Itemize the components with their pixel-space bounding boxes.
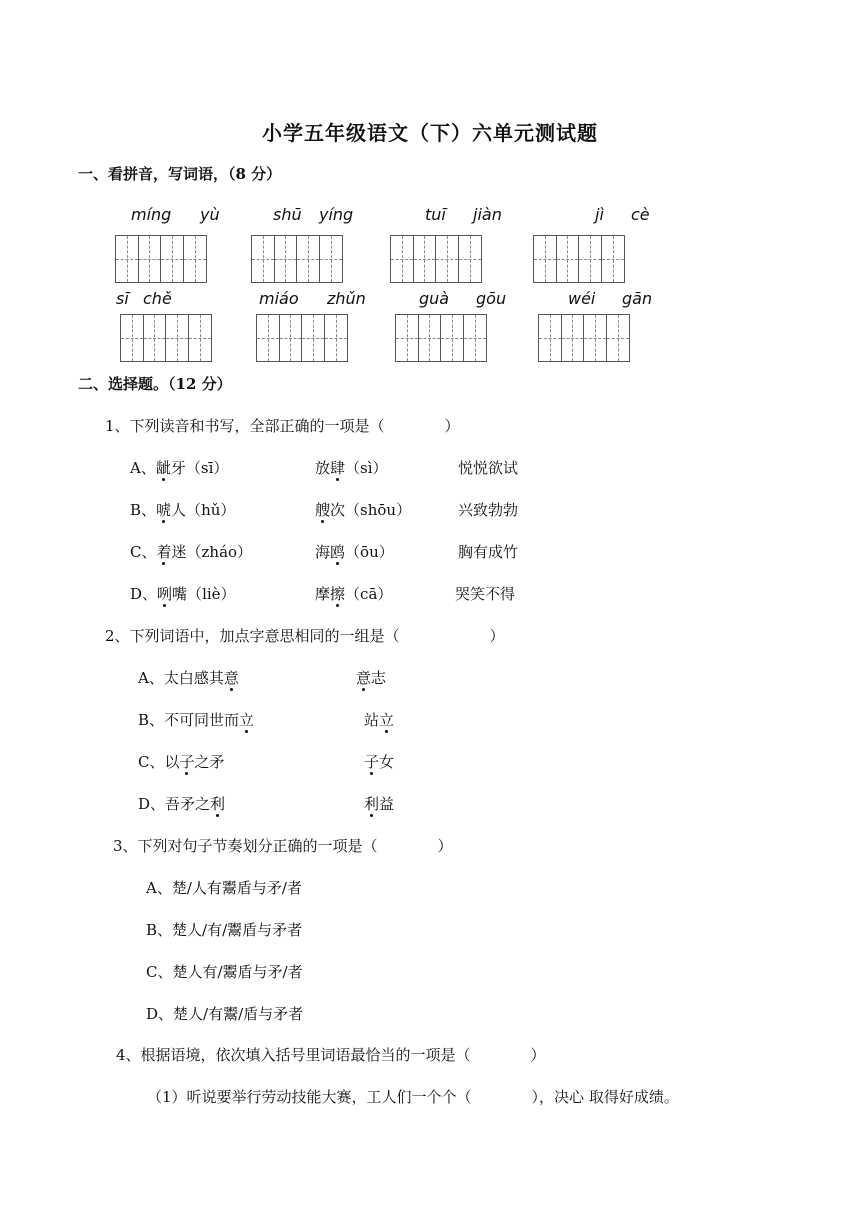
emphasis-dot-char: 唬 <box>156 501 172 519</box>
section1-heading: 一、看拼音，写词语，（8 分） <box>78 165 282 183</box>
pinyin: jiàn <box>473 205 502 224</box>
writing-grid[interactable] <box>538 314 630 362</box>
emphasis-dot-char: 擦 <box>330 585 346 603</box>
pinyin: guà <box>419 289 450 308</box>
pinyin: chě <box>143 289 172 308</box>
pinyin: zhǔn <box>327 289 366 308</box>
emphasis-dot-char: 艘 <box>315 501 331 519</box>
emphasis-dot-char: 鸥 <box>330 543 346 561</box>
q2-option-b-left: B、不可同世而立 <box>138 711 255 729</box>
page-title: 小学五年级语文（下）六单元测试题 <box>262 121 598 145</box>
emphasis-dot-char: 着 <box>156 543 172 561</box>
q2-option-c-right: 子女 <box>364 753 395 771</box>
emphasis-dot-char: 肆 <box>330 459 346 477</box>
q3-option-a: A、楚/人有鬻盾与矛/者 <box>146 879 302 897</box>
q1-option-b-word3: 兴致勃勃 <box>458 501 519 519</box>
option-bracket: （ <box>345 459 361 477</box>
emphasis-dot-char: 龇 <box>155 459 171 477</box>
emphasis-dot-char: 利 <box>210 795 226 813</box>
option-bracket: 迷（ <box>171 543 202 561</box>
q1-option-d-word3: 哭笑不得 <box>455 585 516 603</box>
writing-grid[interactable] <box>115 235 207 283</box>
q2-option-b-right: 站立 <box>364 711 395 729</box>
emphasis-dot-char: 子 <box>364 753 380 771</box>
pinyin: shū <box>273 205 302 224</box>
section2-heading: 二、选择题。（12 分） <box>78 375 232 393</box>
emphasis-dot-char: 利 <box>364 795 380 813</box>
pinyin: yù <box>200 205 220 224</box>
option-bracket: 嘴（ <box>172 585 203 603</box>
emphasis-dot-char: 咧 <box>157 585 173 603</box>
pinyin: yíng <box>319 205 354 224</box>
writing-grid[interactable] <box>533 235 625 283</box>
emphasis-dot-char: 立 <box>379 711 395 729</box>
pinyin: tuī <box>425 205 446 224</box>
option-bracket: （ <box>345 585 361 603</box>
q4-sub-question-1: （1）听说要举行劳动技能大赛，工人们一个个（ ），决心 取得好成绩。 <box>147 1088 679 1106</box>
q1-option-b-word1: B、唬人（hǔ） <box>130 501 236 519</box>
pinyin: jì <box>595 205 604 224</box>
pinyin: wéi <box>568 289 596 308</box>
option-bracket: 牙（ <box>170 459 201 477</box>
writing-grid[interactable] <box>395 314 487 362</box>
writing-grid[interactable] <box>390 235 482 283</box>
q3-option-c: C、楚人有/鬻盾与矛/者 <box>146 963 303 981</box>
question-1-stem: 1、下列读音和书写，全部正确的一项是（ ） <box>105 417 460 435</box>
pinyin: miáo <box>259 289 299 308</box>
pinyin: sī <box>116 289 129 308</box>
q1-option-a-word2: 放肆（sì） <box>315 459 388 477</box>
writing-grid[interactable] <box>251 235 343 283</box>
emphasis-dot-char: 立 <box>239 711 255 729</box>
pinyin: míng <box>131 205 172 224</box>
q2-option-c-left: C、以子之矛 <box>138 753 225 771</box>
option-bracket: 人（ <box>171 501 202 519</box>
writing-grid[interactable] <box>256 314 348 362</box>
q1-option-d-word1: D、咧嘴（liè） <box>130 585 236 603</box>
question-3-stem: 3、下列对句子节奏划分正确的一项是（ ） <box>113 837 453 855</box>
q1-option-a-word3: 悦悦欲试 <box>458 459 519 477</box>
q1-option-b-word2: 艘次（shōu） <box>315 501 412 519</box>
emphasis-dot-char: 意 <box>223 669 239 687</box>
emphasis-dot-char: 意 <box>356 669 372 687</box>
q2-option-d-left: D、吾矛之利 <box>138 795 226 813</box>
pinyin: gōu <box>476 289 507 308</box>
pinyin: gān <box>622 289 653 308</box>
q2-option-a-left: A、太白感其意 <box>138 669 239 687</box>
q1-option-d-word2: 摩擦（cā） <box>315 585 393 603</box>
question-4-stem: 4、根据语境，依次填入括号里词语最恰当的一项是（ ） <box>116 1046 546 1064</box>
writing-grid[interactable] <box>120 314 212 362</box>
q2-option-d-right: 利益 <box>364 795 395 813</box>
q1-option-c-word2: 海鸥（ōu） <box>315 543 394 561</box>
emphasis-dot-char: 子 <box>179 753 195 771</box>
q1-option-c-word3: 胸有成竹 <box>458 543 519 561</box>
option-bracket: （ <box>345 543 361 561</box>
q3-option-b: B、楚人/有/鬻盾与矛者 <box>146 921 303 939</box>
question-2-stem: 2、下列词语中，加点字意思相同的一组是（ ） <box>105 627 505 645</box>
q1-option-c-word1: C、着迷（zháo） <box>130 543 253 561</box>
q1-option-a-word1: A、龇牙（sī） <box>130 459 229 477</box>
pinyin: cè <box>631 205 650 224</box>
option-bracket: 次（ <box>330 501 361 519</box>
q3-option-d: D、楚人/有鬻/盾与矛者 <box>146 1005 304 1023</box>
q2-option-a-right: 意志 <box>356 669 387 687</box>
